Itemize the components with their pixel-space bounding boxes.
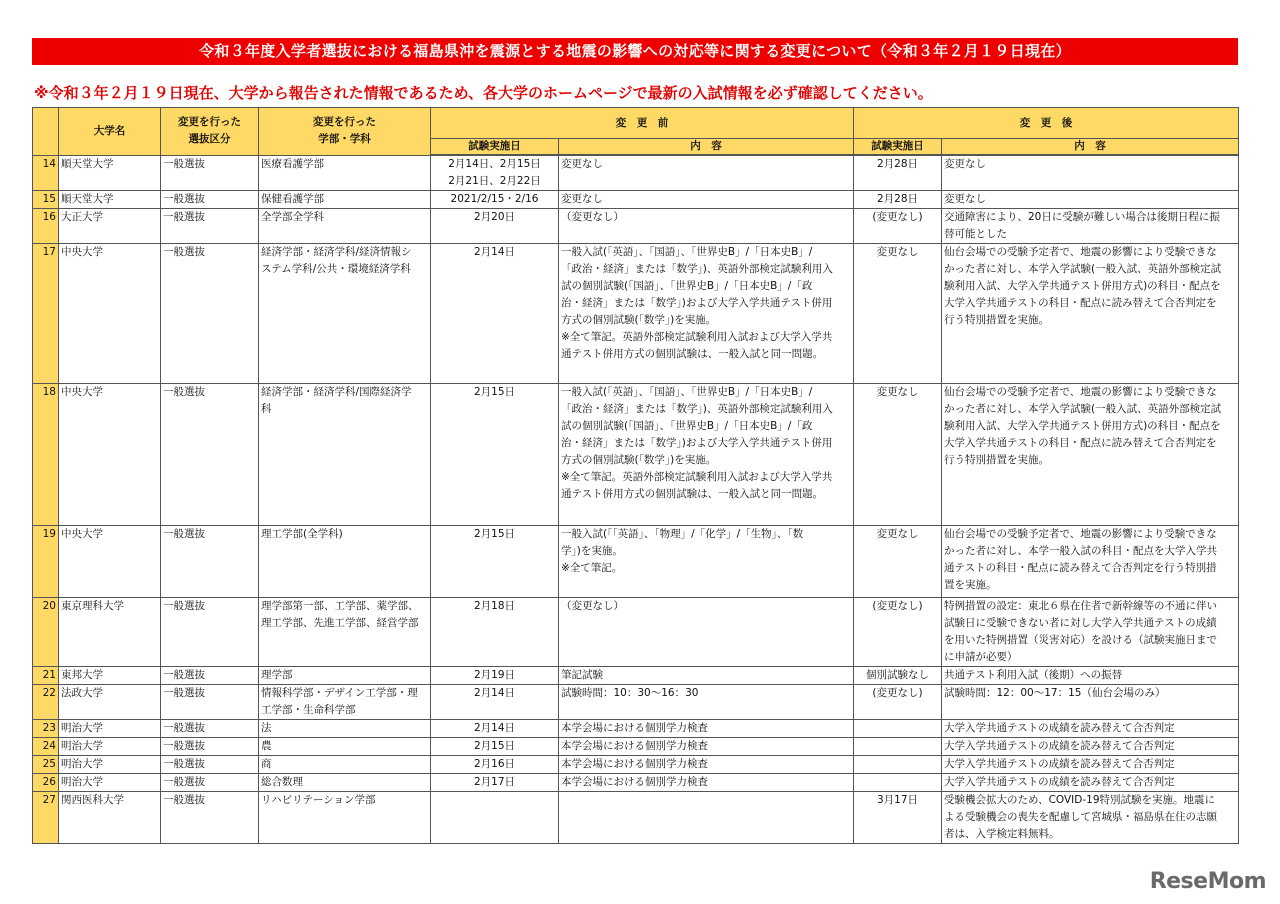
after-date-cell (854, 774, 942, 792)
header-after-date: 試験実施日 (854, 139, 942, 156)
department-cell: 経済学部・経済学科/国際経済学 科 (259, 384, 431, 526)
after-date-cell (854, 720, 942, 738)
row-number: 16 (33, 209, 59, 244)
selection-cell: 一般選抜 (161, 738, 259, 756)
table-row (33, 526, 1239, 598)
after-date-cell: 2月28日 (854, 191, 942, 209)
selection-cell: 一般選抜 (161, 720, 259, 738)
before-content-cell: 試験時間：10：30～16：30 (559, 685, 854, 720)
before-content-cell: （変更なし） (559, 209, 854, 244)
row-number: 19 (33, 526, 59, 598)
department-cell: 農 (259, 738, 431, 756)
after-content-cell: 共通テスト利用入試（後期）への振替 (942, 667, 1239, 685)
after-date-cell: 個別試験なし (854, 667, 942, 685)
resemom-logo: ReseMom (1149, 869, 1266, 894)
table-row (33, 191, 1239, 209)
table-row (33, 155, 1239, 191)
department-cell: 情報科学部・デザイン工学部・理 工学部・生命科学部 (259, 685, 431, 720)
after-content-cell: 交通障害により、20日に受験が難しい場合は後期日程に振 替可能とした (942, 209, 1239, 244)
selection-cell: 一般選抜 (161, 526, 259, 598)
department-cell: 全学部全学科 (259, 209, 431, 244)
university-cell: 順天堂大学 (59, 155, 161, 191)
before-content-cell: 一般入試(「「英語」、「物理」/「化学」/「生物」、「数 学」)を実施。 ※全て筆記。 (559, 526, 854, 598)
university-cell: 中央大学 (59, 244, 161, 384)
university-cell: 東京理科大学 (59, 598, 161, 667)
after-content-cell: 仙台会場での受験予定者で、地震の影響により受験できな かった者に対し、本学入学試験(一般入試、英語外部検定試 験利用入試、大学入学共通テスト併用方式)の科目・配点を 大学入学共通テストの科目・配点に読み替えて合否判定を 行う特別措置を実施。 (942, 384, 1239, 526)
before-content-cell: 本学会場における個別学力検査 (559, 774, 854, 792)
before-content-cell: 変更なし (559, 155, 854, 191)
university-cell: 中央大学 (59, 526, 161, 598)
university-cell: 関西医科大学 (59, 792, 161, 844)
header-selection: 変更を行った 選抜区分 (161, 108, 259, 156)
after-date-cell: 変更なし (854, 244, 942, 384)
before-date-cell: 2月14日 (431, 244, 559, 384)
row-number: 24 (33, 738, 59, 756)
university-cell: 大正大学 (59, 209, 161, 244)
table-row (33, 774, 1239, 792)
row-number: 22 (33, 685, 59, 720)
selection-cell: 一般選抜 (161, 792, 259, 844)
table-row (33, 756, 1239, 774)
header-before-date: 試験実施日 (431, 139, 559, 156)
before-content-cell: 本学会場における個別学力検査 (559, 756, 854, 774)
department-cell: 法 (259, 720, 431, 738)
row-number: 14 (33, 155, 59, 191)
department-cell: 理学部 (259, 667, 431, 685)
after-content-cell: 特例措置の設定：東北６県在住者で新幹線等の不通に伴い 試験日に受験できない者に対し大学入学共通テストの成績 を用いた特例措置（災害対応）を設ける（試験実施日まで に申請が必要） (942, 598, 1239, 667)
after-date-cell: 変更なし (854, 526, 942, 598)
after-content-cell: 大学入学共通テストの成績を読み替えて合否判定 (942, 774, 1239, 792)
row-number: 26 (33, 774, 59, 792)
after-content-cell: 試験時間：12：00～17：15（仙台会場のみ） (942, 685, 1239, 720)
row-number: 20 (33, 598, 59, 667)
department-cell: 経済学部・経済学科/経済情報シ ステム学科/公共・環境経済学科 (259, 244, 431, 384)
after-date-cell (854, 738, 942, 756)
before-date-cell: 2月16日 (431, 756, 559, 774)
after-content-cell: 仙台会場での受験予定者で、地震の影響により受験できな かった者に対し、本学入学試験(一般入試、英語外部検定試 験利用入試、大学入学共通テスト併用方式)の科目・配点を 大学入学共通テストの科目・配点に読み替えて合否判定を 行う特別措置を実施。 (942, 244, 1239, 384)
before-date-cell: 2月14日 (431, 720, 559, 738)
university-cell: 明治大学 (59, 774, 161, 792)
university-cell: 明治大学 (59, 756, 161, 774)
university-cell: 東邦大学 (59, 667, 161, 685)
after-content-cell: 変更なし (942, 155, 1239, 191)
table-body (33, 155, 1239, 844)
header-before: 変 更 前 (431, 108, 854, 139)
department-cell: 理工学部(全学科) (259, 526, 431, 598)
selection-cell: 一般選抜 (161, 685, 259, 720)
page-title-banner: 令和３年度入学者選抜における福島県沖を震源とする地震の影響への対応等に関する変更について（令和３年２月１９日現在） (32, 38, 1238, 65)
table-row (33, 667, 1239, 685)
before-date-cell: 2月19日 (431, 667, 559, 685)
row-number: 21 (33, 667, 59, 685)
after-content-cell: 大学入学共通テストの成績を読み替えて合否判定 (942, 720, 1239, 738)
before-content-cell: 一般入試(「英語」、「国語」、「世界史B」/「日本史B」/ 「政治・経済」または「数学」)、英語外部検定試験利用入 試の個別試験(「国語」、「世界史B」/「日本史B」/「政 治・経済」または「数学」)および大学入学共通テスト併用 方式の個別試験(「数学」)を実施。 ※全て筆記。英語外部検定試験利用入試および大学入学共 通テスト併用方式の個別試験は、一般入試と同一問題。 (559, 384, 854, 526)
before-content-cell: 筆記試験 (559, 667, 854, 685)
table-row (33, 384, 1239, 526)
department-cell: 医療看護学部 (259, 155, 431, 191)
after-content-cell: 変更なし (942, 191, 1239, 209)
selection-cell: 一般選抜 (161, 774, 259, 792)
after-content-cell: 大学入学共通テストの成績を読み替えて合否判定 (942, 756, 1239, 774)
selection-cell: 一般選抜 (161, 244, 259, 384)
before-date-cell: 2月17日 (431, 774, 559, 792)
table-row (33, 738, 1239, 756)
header-number (33, 108, 59, 156)
before-date-cell: 2月15日 (431, 738, 559, 756)
before-date-cell: 2021/2/15・2/16 (431, 191, 559, 209)
selection-cell: 一般選抜 (161, 384, 259, 526)
before-date-cell: 2月18日 (431, 598, 559, 667)
university-cell: 法政大学 (59, 685, 161, 720)
before-content-cell: 本学会場における個別学力検査 (559, 720, 854, 738)
header-after: 変 更 後 (854, 108, 1239, 139)
table-row (33, 685, 1239, 720)
before-date-cell: 2月15日 (431, 526, 559, 598)
department-cell: 総合数理 (259, 774, 431, 792)
row-number: 17 (33, 244, 59, 384)
table-row (33, 598, 1239, 667)
university-cell: 順天堂大学 (59, 191, 161, 209)
after-date-cell: (変更なし) (854, 685, 942, 720)
after-date-cell (854, 756, 942, 774)
after-content-cell: 仙台会場での受験予定者で、地震の影響により受験できな かった者に対し、本学一般入試の科目・配点を大学入学共 通テストの科目・配点に読み替えて合否判定を行う特別措 置を実施。 (942, 526, 1239, 598)
before-content-cell: 本学会場における個別学力検査 (559, 738, 854, 756)
selection-cell: 一般選抜 (161, 155, 259, 191)
row-number: 15 (33, 191, 59, 209)
before-date-cell: 2月15日 (431, 384, 559, 526)
header-department: 変更を行った 学部・学科 (259, 108, 431, 156)
header-before-content: 内 容 (559, 139, 854, 156)
row-number: 23 (33, 720, 59, 738)
selection-cell: 一般選抜 (161, 667, 259, 685)
before-content-cell (559, 792, 854, 844)
table-row (33, 720, 1239, 738)
before-date-cell: 2月14日 (431, 685, 559, 720)
before-date-cell: 2月14日、2月15日 2月21日、2月22日 (431, 155, 559, 191)
department-cell: 商 (259, 756, 431, 774)
after-date-cell: 変更なし (854, 384, 942, 526)
table-row (33, 244, 1239, 384)
notice-text: ※令和３年２月１９日現在、大学から報告された情報であるため、各大学のホームページで最新の入試情報を必ず確認してください。 (34, 84, 933, 102)
selection-cell: 一般選抜 (161, 598, 259, 667)
row-number: 18 (33, 384, 59, 526)
department-cell: リハビリテーション学部 (259, 792, 431, 844)
after-date-cell: 2月28日 (854, 155, 942, 191)
after-date-cell: 3月17日 (854, 792, 942, 844)
department-cell: 保健看護学部 (259, 191, 431, 209)
before-date-cell: 2月20日 (431, 209, 559, 244)
after-date-cell: (変更なし) (854, 598, 942, 667)
table-row (33, 792, 1239, 844)
after-content-cell: 大学入学共通テストの成績を読み替えて合否判定 (942, 738, 1239, 756)
table-row (33, 209, 1239, 244)
university-cell: 明治大学 (59, 738, 161, 756)
university-cell: 明治大学 (59, 720, 161, 738)
department-cell: 理学部第一部、工学部、薬学部、 理工学部、先進工学部、経営学部 (259, 598, 431, 667)
header-after-content: 内 容 (942, 139, 1239, 156)
selection-cell: 一般選抜 (161, 191, 259, 209)
before-content-cell: 変更なし (559, 191, 854, 209)
header-university: 大学名 (59, 108, 161, 156)
after-date-cell: (変更なし) (854, 209, 942, 244)
before-date-cell (431, 792, 559, 844)
selection-cell: 一般選抜 (161, 756, 259, 774)
before-content-cell: 一般入試(「英語」、「国語」、「世界史B」/「日本史B」/ 「政治・経済」または「数学」)、英語外部検定試験利用入 試の個別試験(「国語」、「世界史B」/「日本史B」/「政 治・経済」または「数学」)および大学入学共通テスト併用 方式の個別試験(「数学」)を実施。 ※全て筆記。英語外部検定試験利用入試および大学入学共 通テスト併用方式の個別試験は、一般入試と同一問題。 (559, 244, 854, 384)
after-content-cell: 受験機会拡大のため、COVID-19特別試験を実施。地震に よる受験機会の喪失を配慮して宮城県・福島県在住の志願 者は、入学検定料無料。 (942, 792, 1239, 844)
row-number: 27 (33, 792, 59, 844)
before-content-cell: （変更なし） (559, 598, 854, 667)
selection-cell: 一般選抜 (161, 209, 259, 244)
university-cell: 中央大学 (59, 384, 161, 526)
row-number: 25 (33, 756, 59, 774)
changes-table (32, 107, 1239, 844)
